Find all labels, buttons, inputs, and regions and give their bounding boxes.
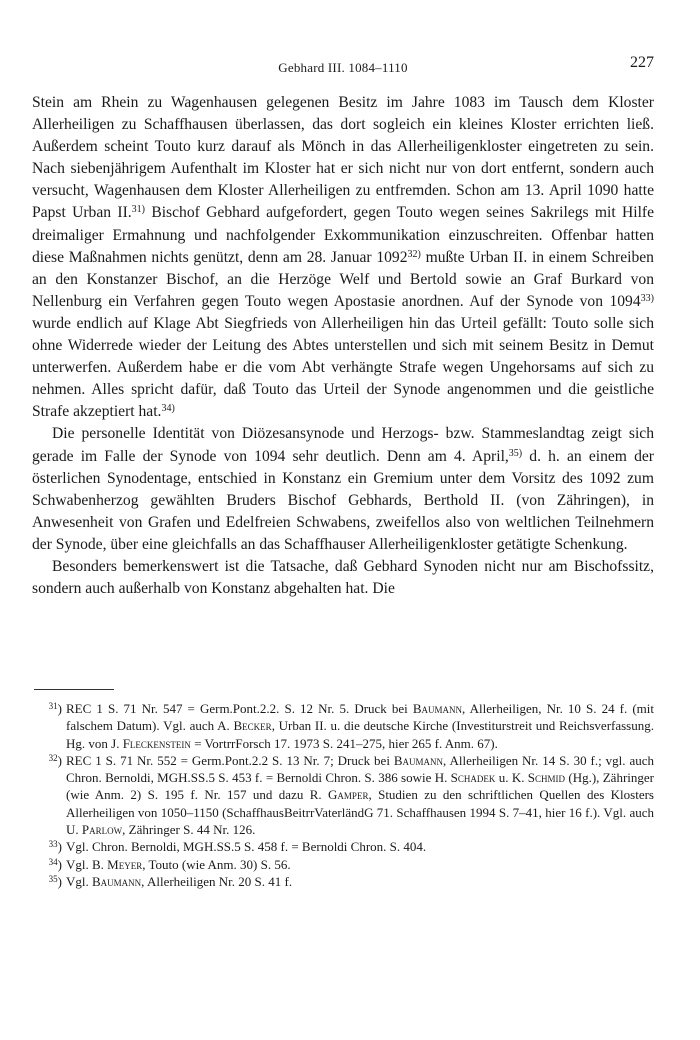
body-text: [32, 92, 654, 600]
footnote-33: [32, 838, 654, 855]
author-name: Fleckenstein: [122, 735, 191, 751]
footnote-32: [32, 752, 654, 838]
footnote-35: [32, 873, 654, 890]
footnote-number: $^{34}$): [48, 856, 62, 872]
text-run: Die personelle Identität von Diözesansynode und Herzogs- bzw. Stammeslandtag zeigt sich gerade im Falle der Synode von 1094 sehr deutlich. Denn am 4. April,: [32, 425, 654, 465]
text-run: d. h. an einem der österlichen Synodentage, entschied in Konstanz ein Gremium unter dem Vorsitz des 1092 zum Schwabenherzog gewählten Bruders Bischof Gebhards, Berthold II. (von Zähringen), in Anwesenheit von Grafen und Edelfreien Schwabens, zweifellos also von weltlichen Teilnehmern der Synode, über eine gleichfalls an das Schaffhauser Allerheiligenkloster getätigte Schenkung.: [32, 447, 654, 553]
paragraph-1: [32, 92, 654, 423]
footnotes: [32, 700, 654, 890]
footnote-ref-31: 31): [131, 204, 146, 216]
text-run: Bischof Gebhard aufgefordert, gegen Touto wegen seines Sakrilegs mit Hilfe dreimaliger Ermahnung und nachfolgender Exkommunikation einzuschreiten. Offenbar hatten diese Maßnahmen nichts genützt, denn am 28. Januar 1092: [32, 204, 655, 266]
text-run: Stein am Rhein zu Wagenhausen gelegenen Besitz im Jahre 1083 im Tausch dem Kloster Allerheiligen zu Schaffhausen überlassen, das dort sogleich ein kleines Kloster errichten ließ. Außerdem scheint Touto kurz darauf als Mönch in das Allerheiligenkloster eingetreten zu sein. Nach siebenjährigem Aufenthalt im Kloster hat er sich nicht nur von dort entfernt, sondern auch versucht, Wagenhausen dem Kloster Allerheiligen zu entfremden. Schon am 13. April 1090 hatte Papst Urban II.: [32, 94, 654, 222]
footnote-number: $^{31}$): [48, 701, 62, 716]
footnote-text: Vgl. B. Meyer, Touto (wie Anm. 30) S. 56.: [66, 856, 291, 872]
author-name: Becker: [233, 718, 272, 734]
paragraph-2: [32, 423, 654, 556]
footnote-34: [32, 856, 654, 873]
footnote-text: REC 1 S. 71 Nr. 552 = Germ.Pont.2.2 S. 13 Nr. 7; Druck bei Baumann, Allerheiligen Nr. 14 S. 30 f.; vgl. auch Chron. Bernoldi, MGH.SS.5 S. 453 f. = Bernoldi Chron. S. 386 sowie H. Schadek u. K. Schmid (Hg.), Zähringer (wie Anm. 2) S. 195 f. Nr. 157 und dazu R. Gamper, Studien zu den schriftlichen Quellen des Klosters Allerheiligen von 1050–1150 (SchaffhausBeitrrVaterländG 71. Schaffhausen 1994 S. 7–41, hier 16 f.). Vgl. auch U. Parlow, Zähringer S. 44 Nr. 126.: [66, 752, 654, 838]
author-name: Gamper: [328, 787, 369, 803]
author-name: Schmid: [527, 770, 566, 786]
author-name: Baumann: [92, 873, 142, 889]
footnote-separator: [34, 689, 114, 690]
footnote-31: [32, 700, 654, 752]
footnote-ref-34: 34): [161, 403, 175, 415]
author-name: Baumann: [412, 701, 463, 716]
paragraph-3: Besonders bemerkenswert ist die Tatsache, daß Gebhard Synoden nicht nur am Bischofssitz, sondern auch außerhalb von Konstanz abgehalten hat. Die: [32, 557, 654, 598]
footnote-number: $^{32}$): [48, 752, 62, 768]
footnote-number: $^{35}$): [48, 873, 62, 889]
text-run: wurde endlich auf Klage Abt Siegfrieds von Allerheiligen hin das Urteil gefällt: Touto solle sich ohne Widerrede wieder der Leitung des Abtes unterstellen und sich mit seinem Besitz in Demut unterwerfen. Außerdem habe er die vom Abt verhängte Strafe wegen Ungehorsams auf sich zu nehmen. Alles spricht dafür, daß Touto das Urteil der Synode angenommen und die geistliche Strafe akzeptiert hat.: [32, 314, 654, 421]
text-run: mußte Urban II. in einem Schreiben an den Konstanzer Bischof, an die Herzöge Welf und Bertold sowie an Graf Burkard von Nellenburg ein Verfahren gegen Touto wegen Apostasie anordnen. Auf der Synode von 1094: [32, 248, 654, 310]
author-name: Meyer: [107, 856, 143, 872]
running-title: Gebhard III. 1084–1110: [278, 60, 408, 75]
footnote-ref-33: 33): [640, 292, 654, 304]
author-name: Parlow: [81, 822, 123, 838]
footnote-text: Vgl. Chron. Bernoldi, MGH.SS.5 S. 458 f. = Bernoldi Chron. S. 404.: [66, 839, 427, 855]
author-name: Baumann: [393, 752, 444, 768]
footnote-text: REC 1 S. 71 Nr. 547 = Germ.Pont.2.2. S. 12 Nr. 5. Druck bei Baumann, Allerheiligen, Nr. 10 S. 24 f. (mit falschem Datum). Vgl. auch A. Becker, Urban II. u. die deutsche Kirche (Investiturstreit und Reichsverfassung. Hg. von J. Fleckenstein = VortrrForsch 17. 1973 S. 241–275, hier 265 f. Anm. 67).: [66, 701, 655, 751]
footnote-number: $^{33}$): [48, 839, 62, 855]
author-name: Schadek: [450, 770, 496, 786]
footnote-ref-32: 32): [407, 248, 421, 260]
page-header: [32, 54, 654, 78]
footnote-ref-35: 35): [508, 447, 523, 459]
footnote-text: Vgl. Baumann, Allerheiligen Nr. 20 S. 41 f.: [66, 873, 293, 889]
page-number: 227: [630, 54, 654, 71]
